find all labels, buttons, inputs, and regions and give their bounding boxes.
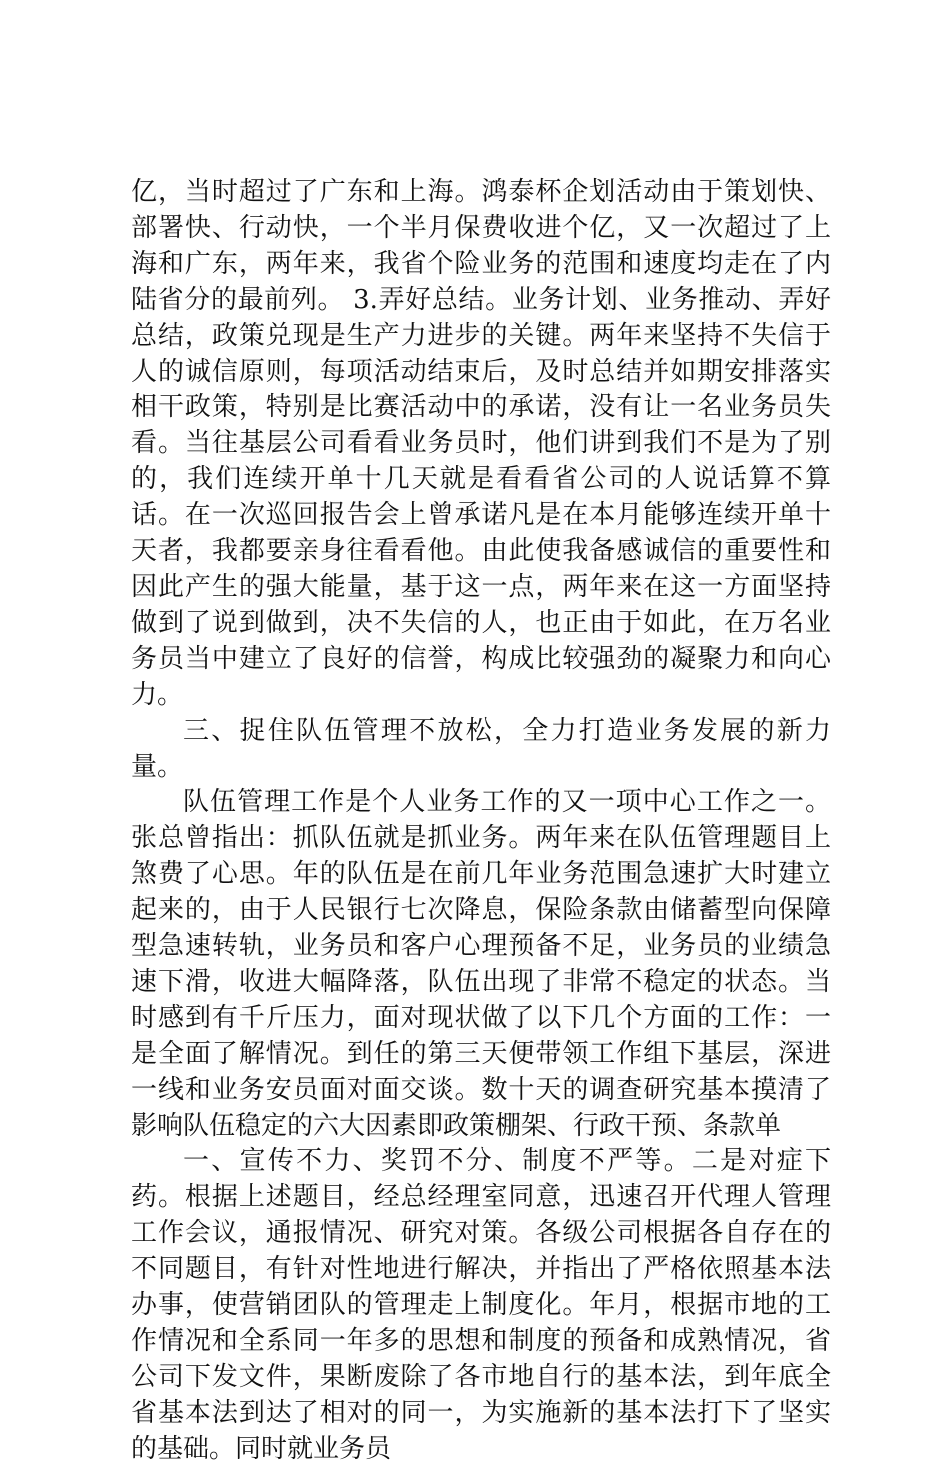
paragraph-4: 一、宣传不力、奖罚不分、制度不严等。二是对症下药。根据上述题目，经总经理室同意，迅速召开代理人管理工作会议，通报情况、研究对策。各级公司根据各自存在的不同题目，有针对性地进行解决，并指出了严格依照基本法办事，使营销团队的管理走上制度化。年月，根据市地的工作情况和全系同一年多的思想和制度的预备和成熟情况，省公司下发文件，果断废除了各市地自行的基本法，到年底全省基本法到达了相对的同一，为实施新的基本法打下了坚实的基础。同时就业务员 <box>131 1146 831 1464</box>
paragraph-3: 队伍管理工作是个人业务工作的又一项中心工作之一。张总曾指出：抓队伍就是抓业务。两年来在队伍管理题目上煞费了心思。年的队伍是在前几年业务范围急速扩大时建立起来的，由于人民银行七次降息，保险条款由储蓄型向保障型急速转轨，业务员和客户心理预备不足，业务员的业绩急速下滑，收进大幅降落，队伍出现了非常不稳定的状态。当时感到有千斤压力，面对现状做了以下几个方面的工作：一是全面了解情况。到任的第三天便带领工作组下基层，深进一线和业务安员面对面交谈。数十天的调查研究基本摸清了影响队伍稳定的六大因素即政策棚架、行政干预、条款单 <box>131 787 831 1141</box>
document-body <box>131 175 831 1468</box>
paragraph-1: 亿，当时超过了广东和上海。鸿泰杯企划活动由于策划快、部署快、行动快，一个半月保费收进个亿，又一次超过了上海和广东，两年来，我省个险业务的范围和速度均走在了内陆省分的最前列。 3.弄好总结。业务计划、业务推动、弄好总结，政策兑现是生产力进步的关键。两年来坚持不失信于人的诚信原则，每项活动结束后，及时总结并如期安排落实相干政策，特别是比赛活动中的承诺，没有让一名业务员失看。当往基层公司看看业务员时，他们讲到我们不是为了别的，我们连续开单十几天就是看看省公司的人说话算不算话。在一次巡回报告会上曾承诺凡是在本月能够连续开单十天者，我都要亲身往看看他。由此使我备感诚信的重要性和因此产生的强大能量，基于这一点，两年来在这一方面坚持做到了说到做到，决不失信的人，也正由于如此，在万名业务员当中建立了良好的信誉，构成比较强劲的凝聚力和向心力。 <box>131 177 831 710</box>
paragraph-2-section-heading: 三、捉住队伍管理不放松，全力打造业务发展的新力量。 <box>131 715 831 782</box>
